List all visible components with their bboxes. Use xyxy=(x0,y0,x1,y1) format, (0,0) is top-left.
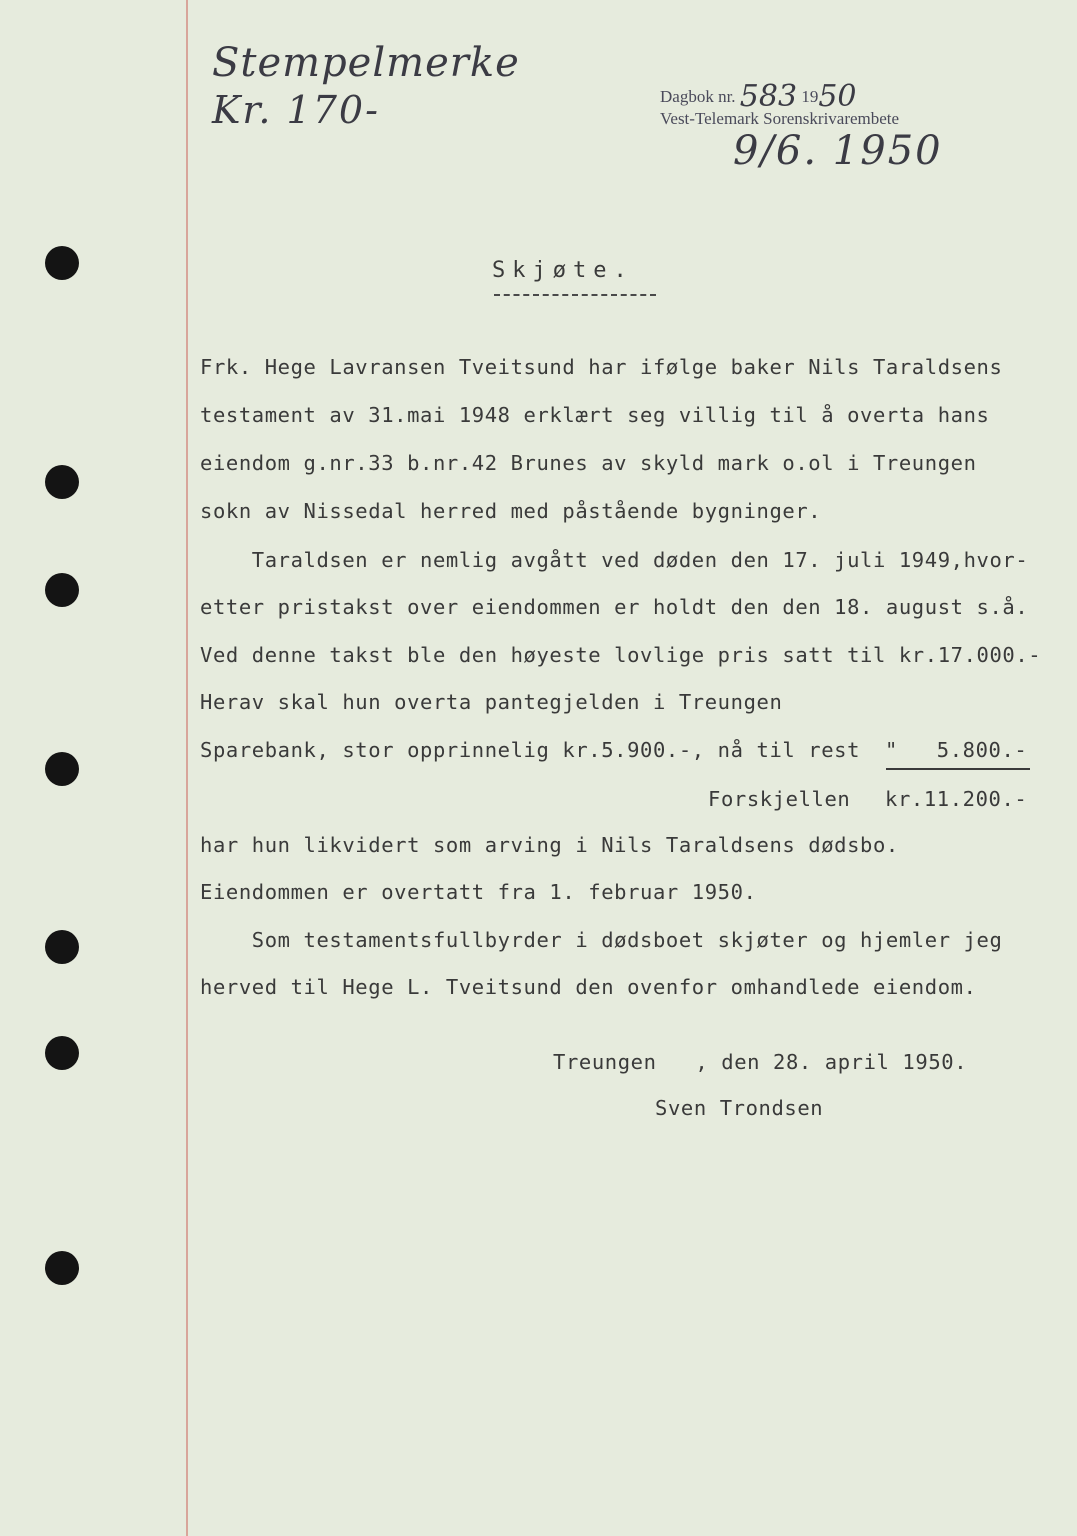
margin-line xyxy=(186,0,188,1536)
punch-hole xyxy=(45,752,79,786)
register-year-prefix: 19 xyxy=(801,87,819,106)
body-line: Ved denne takst ble den høyeste lovlige pris satt til kr.17.000.- xyxy=(200,643,1042,667)
punch-hole xyxy=(45,1036,79,1070)
sum-underline xyxy=(886,768,1030,770)
register-date: 9/6. 1950 xyxy=(733,128,943,174)
punch-hole xyxy=(45,246,79,280)
place-date: Treungen , den 28. april 1950. xyxy=(553,1050,968,1074)
body-line: eiendom g.nr.33 b.nr.42 Brunes av skyld mark o.ol i Treungen xyxy=(200,451,977,475)
body-line: Taraldsen er nemlig avgått ved døden den 17. juli 1949,hvor- xyxy=(200,548,1029,572)
body-line: Frk. Hege Lavransen Tveitsund har ifølge baker Nils Taraldsens xyxy=(200,355,1003,379)
handwritten-stamp-amount: Kr. 170- xyxy=(212,88,380,132)
body-line: Sparebank, stor opprinnelig kr.5.900.-, nå til rest xyxy=(200,738,861,762)
document-title: Skjøte. xyxy=(492,258,634,283)
punch-hole xyxy=(45,573,79,607)
register-number: 583 xyxy=(739,79,798,114)
title-underline xyxy=(494,294,656,296)
punch-hole xyxy=(45,465,79,499)
body-line: etter pristakst over eiendommen er holdt den den 18. august s.å. xyxy=(200,595,1029,619)
rest-amount: " 5.800.- xyxy=(885,738,1028,762)
difference-amount: kr.11.200.- xyxy=(885,787,1028,811)
punch-hole xyxy=(45,930,79,964)
body-line: Herav skal hun overta pantegjelden i Treungen xyxy=(200,690,783,714)
signature: Sven Trondsen xyxy=(655,1096,824,1120)
register-year: 50 xyxy=(818,79,857,114)
body-line: herved til Hege L. Tveitsund den ovenfor omhandlede eiendom. xyxy=(200,975,977,999)
register-stamp xyxy=(660,79,900,130)
body-line: sokn av Nissedal herred med påstående bygninger. xyxy=(200,499,822,523)
register-office: Vest-Telemark Sorenskrivarembete xyxy=(660,109,900,128)
punch-hole xyxy=(45,1251,79,1285)
body-line: Eiendommen er overtatt fra 1. februar 1950. xyxy=(200,880,757,904)
difference-label: Forskjellen xyxy=(708,787,851,811)
body-line: har hun likvidert som arving i Nils Taraldsens dødsbo. xyxy=(200,833,899,857)
register-label: Dagbok nr. xyxy=(660,87,736,106)
handwritten-stamp-mark: Stempelmerke xyxy=(212,40,520,86)
body-line: testament av 31.mai 1948 erklært seg villig til å overta hans xyxy=(200,403,990,427)
body-line: Som testamentsfullbyrder i dødsboet skjøter og hjemler jeg xyxy=(200,928,1003,952)
